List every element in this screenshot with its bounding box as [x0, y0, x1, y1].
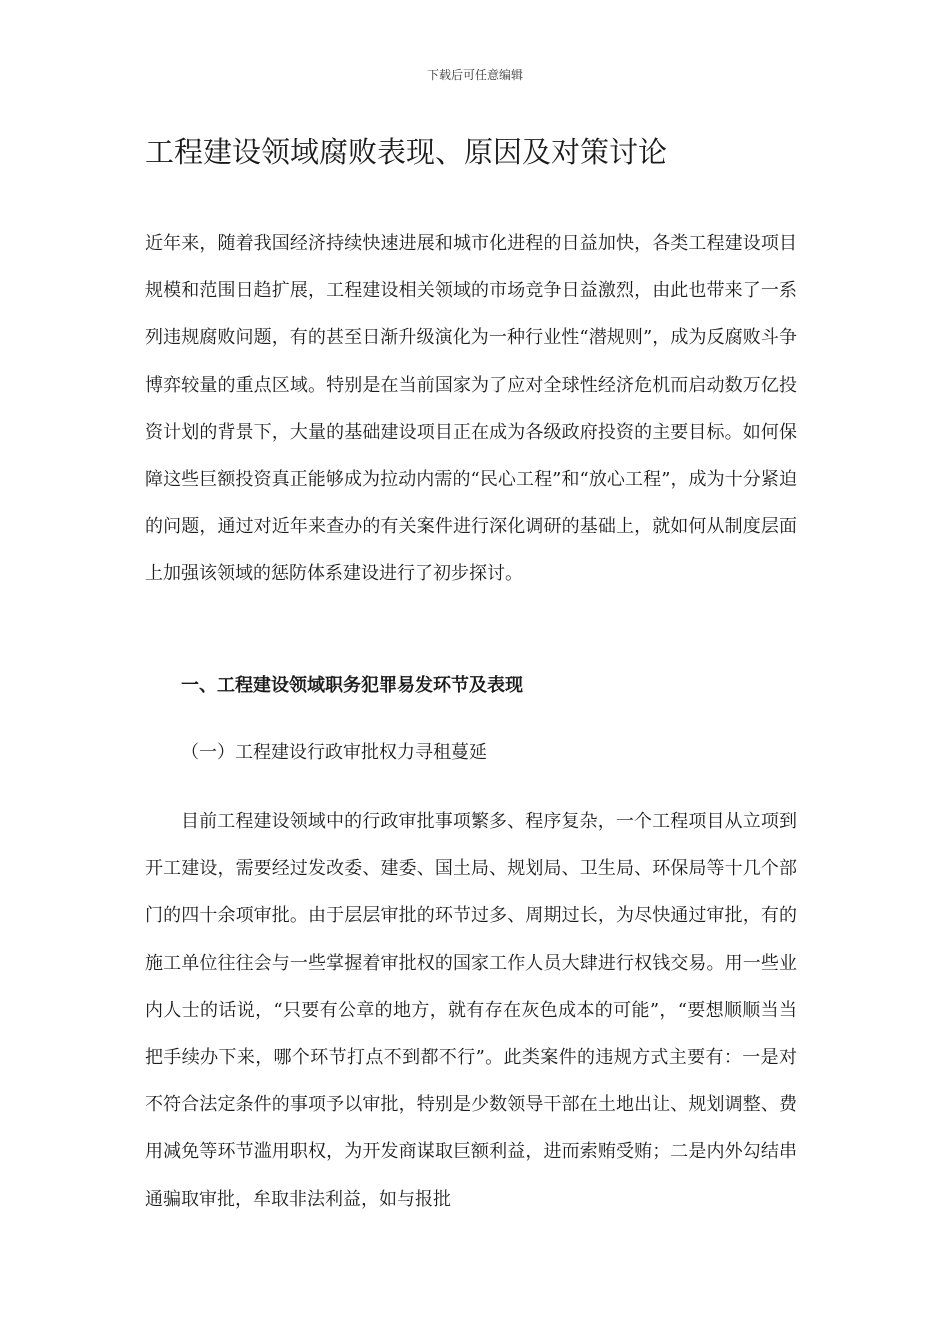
intro-paragraph: 近年来，随着我国经济持续快速进展和城市化进程的日益加快，各类工程建设项目规模和范围日趋扩展，工程建设相关领域的市场竞争日益激烈，由此也带来了一系列违规腐败问题，有的甚至日渐升级演化为一种行业性“潜规则”，成为反腐败斗争博弈较量的重点区域。特别是在当前国家为了应对全球性经济危机而启动数万亿投资计划的背景下，大量的基础建设项目正在成为各级政府投资的主要目标。如何保障这些巨额投资真正能够成为拉动内需的“民心工程”和“放心工程”，成为十分紧迫的问题，通过对近年来查办的有关案件进行深化调研的基础上，就如何从制度层面上加强该领域的惩防体系建设进行了初步探讨。: [145, 233, 797, 585]
section-heading: 一、工程建设领域职务犯罪易发环节及表现: [181, 675, 523, 696]
body-paragraph: 目前工程建设领域中的行政审批事项繁多、程序复杂，一个工程项目从立项到开工建设，需要经过发改委、建委、国土局、规划局、卫生局、环保局等十几个部门的四十余项审批。由于层层审批的环节过多、周期过长，为尽快通过审批，有的施工单位往往会与一些掌握着审批权的国家工作人员大肆进行权钱交易。用一些业内人士的话说，“只要有公章的地方，就有存在灰色成本的可能”，“要想顺顺当当把手续办下来，哪个环节打点不到都不行”。此类案件的违规方式主要有：一是对不符合法定条件的事项予以审批，特别是少数领导干部在土地出让、规划调整、费用减免等环节滥用职权，为开发商谋取巨额利益，进而索贿受贿；二是内外勾结串通骗取审批，牟取非法利益，如与报批: [145, 811, 797, 1210]
subsection-heading: （一）工程建设行政审批权力寻租蔓延: [181, 742, 487, 763]
header-note: 下载后可任意编辑: [426, 68, 523, 82]
document-title: 工程建设领域腐败表现、原因及对策讨论: [145, 135, 668, 169]
